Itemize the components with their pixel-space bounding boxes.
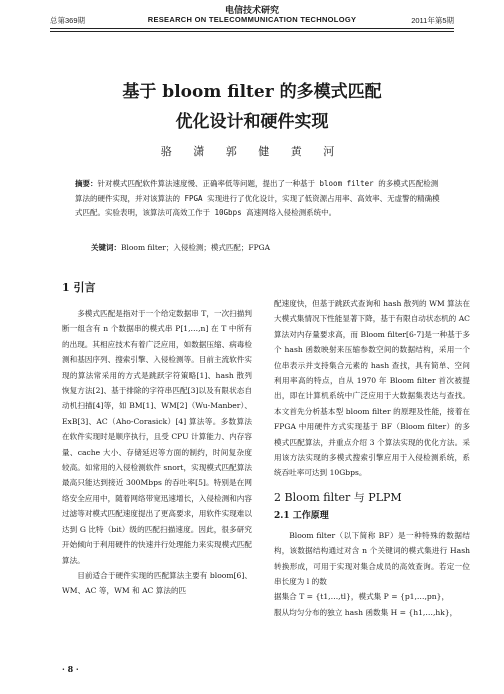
keywords — [91, 242, 451, 253]
section-heading-intro: 1 引言 — [62, 281, 96, 294]
volume-label: 总第369期 — [50, 16, 86, 25]
intro-paragraph-1: 多模式匹配是指对于一个给定数据串 T，一次扫描判断一组含有 n 个数据串的模式串 P[1,…,n] 在 T 中所有的出现。其相应技术有着广泛应用，如数据压缩、病毒检测和基因序列、搜索引擎、入侵检测等。目前主流软件实现的算法常采用的方式是跳跃字符策略[1]、hash 散列恢复方法[2]、基于排除的字符串匹配[3]以及有限状态自动机扫描[4]等，如 BM[1]、WM[2]（Wu-Manber）、ExB[3]、AC（Aho-Corasick）[4] 算法等。多数算法在软件实现时是顺序执行，且受 CPU 计算能力、内存容量、cache 大小、存储延迟等方面的制约，时间复杂度较高。如常用的入侵检测软件 snort，实现模式匹配算法最高只能达到接近 300Mbps 的吞吐率[5]。特别是在网络安全应用中，随着网络带宽迅速增长，入侵检测和内容过滤等对模式匹配速度提出了更高要求，用软件实现难以达到 G 比特（bit）级的匹配扫描速度。因此，很多研究开始倾向于利用硬件的快速并行处理能力来实现模式匹配算法。 — [62, 309, 252, 565]
abstract-label: 摘要： — [75, 179, 98, 188]
subsection-heading-principle: 2.1 工作原理 — [274, 511, 329, 522]
right-paragraph-1: 配速度快，但基于跳跃式查询和 hash 散列的 WM 算法在大模式集情况下性能显著下降，基于有限自动状态机的 AC 算法对内存量要求高，而 Bloom filter[6-7]是一种基于多个 hash 函数映射来压缩参数空间的数据结构，采用一个位串表示并支持集合元素的 hash 查找，具有简单、空间利用率高的特点，自从 1970 年 Bloom filter 首次被提出，即在计算机系统中广泛应用于大数据集表达与查找。本文首先分析基本型 bloom filter 的原理及性能，接着在 FPGA 中用硬件方式实现基于 BF（Bloom filter）的多模式匹配算法，并重点介绍 3 个算法实现的优化方法。采用该方法实现的多模式搜索引擎应用于入侵检测系统，系统吞吐率可达到 10Gbps。 — [274, 299, 470, 478]
right-paragraph-3: 据集合 T = {t1,…,tl}，模式集 P = {p1,…,pn}， — [274, 592, 450, 602]
journal-english-name: RESEARCH ON TELECOMMUNICATION TECHNOLOGY — [147, 15, 357, 24]
right-paragraph-4: 服从均匀分布的独立 hash 函数集 H = {h1,…,hk}， — [274, 607, 458, 617]
abstract — [75, 177, 445, 221]
left-column — [62, 306, 252, 599]
page-number: · 8 · — [62, 664, 79, 674]
header-rule-thin — [50, 31, 454, 32]
right-column — [274, 296, 470, 620]
paper-title-line2: 优化设计和硬件实现 — [175, 112, 329, 132]
section-heading-bloom: 2 Bloom filter 与 PLPM — [274, 490, 402, 504]
paper-title-line1: 基于 bloom filter 的多模式匹配 — [122, 82, 382, 102]
running-header — [50, 14, 454, 26]
keywords-text: Bloom filter；入侵检测；模式匹配；FPGA — [121, 243, 271, 252]
right-paragraph-2: Bloom filter（以下简称 BF）是一种特殊的数据结构，该数据结构通过对含 n 个关键词的模式集进行 Hash 转换形成，可用于实现对集合成员的高效查询。若定一位串长度为 l 的数 — [274, 530, 470, 586]
abstract-text: 针对模式匹配软件算法速度慢、正确率低等问题，提出了一种基于 bloom filter 的多模式匹配检测算法的硬件实现，并对该算法的 FPGA 实现进行了优化设计，实现了低资源占用率、高效率、无虚警的精确模式匹配。实验表明，该算法可高效工作于 10Gbps 高速网络入侵检测系统中。 — [75, 179, 440, 217]
journal-name: 电信技术研究 — [224, 6, 279, 16]
keywords-label: 关键词： — [91, 243, 121, 252]
issue-date: 2011年第5期 — [411, 16, 454, 25]
header-rule-thick — [50, 28, 454, 29]
intro-paragraph-2: 目前适合于硬件实现的匹配算法主要有 bloom[6]、WM、AC 等，WM 和 AC 算法的匹 — [62, 570, 252, 596]
authors: 骆 潇 郭 健 黄 河 — [160, 145, 344, 158]
